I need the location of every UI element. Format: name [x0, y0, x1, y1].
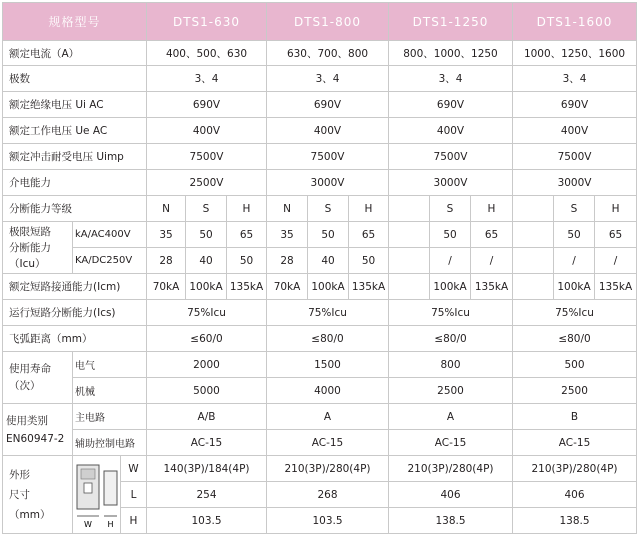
cell: 5000	[147, 378, 267, 404]
cell: H	[227, 196, 267, 222]
icu-label-line3: （Icu）	[9, 257, 46, 270]
table-row	[3, 222, 637, 248]
cell: 50	[554, 222, 595, 248]
category-label-line1: 使用类别	[6, 414, 48, 427]
cell: ≤80/0	[389, 326, 513, 352]
cell: 800、1000、1250	[389, 41, 513, 66]
dimensions-label-line1: 外形	[9, 468, 30, 481]
figure-w-label: W	[84, 519, 92, 529]
cell: 7500V	[389, 144, 513, 170]
table-row	[3, 404, 637, 430]
cell: 690V	[147, 92, 267, 118]
model-header: DTS1-1600	[513, 3, 637, 41]
table-row	[3, 430, 637, 456]
cell: 103.5	[267, 508, 389, 534]
cell	[389, 274, 430, 300]
life-label-line2: （次）	[9, 379, 41, 392]
cell	[513, 196, 554, 222]
row-label: 额定绝缘电压 Ui AC	[3, 92, 147, 118]
breaker-handle-shape	[84, 483, 92, 493]
cell: 630、700、800	[267, 41, 389, 66]
cell: N	[147, 196, 186, 222]
cell: H	[595, 196, 637, 222]
cell: 3、4	[267, 66, 389, 92]
cell: 70kA	[147, 274, 186, 300]
cell: 400V	[513, 118, 637, 144]
cell: 35	[267, 222, 308, 248]
cell: /	[554, 248, 595, 274]
cell: 135kA	[227, 274, 267, 300]
row-label: 运行短路分断能力(Ics)	[3, 300, 147, 326]
cell: 254	[147, 482, 267, 508]
cell: 400V	[389, 118, 513, 144]
row-label: 额定工作电压 Ue AC	[3, 118, 147, 144]
cell: 40	[186, 248, 227, 274]
table-header-row	[3, 3, 637, 41]
dimension-key: W	[121, 456, 147, 482]
cell: 70kA	[267, 274, 308, 300]
table-row	[3, 456, 637, 482]
dimensions-group-label	[3, 456, 73, 534]
cell: 75%Icu	[147, 300, 267, 326]
cell: 2500	[389, 378, 513, 404]
cell: 40	[308, 248, 349, 274]
cell: 690V	[267, 92, 389, 118]
cell: S	[308, 196, 349, 222]
cell: 138.5	[389, 508, 513, 534]
row-label: 额定冲击耐受电压 Uimp	[3, 144, 147, 170]
sub-label: 机械	[73, 378, 147, 404]
cell: AC-15	[147, 430, 267, 456]
cell: 400V	[147, 118, 267, 144]
table-row	[3, 92, 637, 118]
sub-label: 辅助控制电路	[73, 430, 147, 456]
cell: /	[471, 248, 513, 274]
cell: 65	[595, 222, 637, 248]
cell: 140(3P)/184(4P)	[147, 456, 267, 482]
cell: 406	[389, 482, 513, 508]
cell: 50	[349, 248, 389, 274]
cell: ≤80/0	[513, 326, 637, 352]
sub-label: 电气	[73, 352, 147, 378]
table-row	[3, 326, 637, 352]
cell: 7500V	[267, 144, 389, 170]
cell: 690V	[389, 92, 513, 118]
sub-label: KA/DC250V	[73, 248, 147, 274]
dimensions-label-line2: 尺寸	[9, 488, 30, 501]
cell	[389, 196, 430, 222]
cell: 2000	[147, 352, 267, 378]
cell: 50	[430, 222, 471, 248]
cell: A	[267, 404, 389, 430]
cell: B	[513, 404, 637, 430]
cell: AC-15	[389, 430, 513, 456]
cell: ≤80/0	[267, 326, 389, 352]
cell: 138.5	[513, 508, 637, 534]
cell: 65	[349, 222, 389, 248]
cell: 28	[147, 248, 186, 274]
figure-h-label: H	[107, 519, 114, 529]
cell	[513, 222, 554, 248]
cell: 2500	[513, 378, 637, 404]
cell: 210(3P)/280(4P)	[389, 456, 513, 482]
cell: /	[430, 248, 471, 274]
cell: 3000V	[389, 170, 513, 196]
dimensions-label-line3: （mm）	[9, 508, 51, 521]
cell: 135kA	[595, 274, 637, 300]
cell	[513, 248, 554, 274]
cell: 75%Icu	[267, 300, 389, 326]
cell: 210(3P)/280(4P)	[513, 456, 637, 482]
life-label-line1: 使用寿命	[9, 362, 51, 375]
dimension-key: H	[121, 508, 147, 534]
model-header: DTS1-1250	[389, 3, 513, 41]
cell: H	[471, 196, 513, 222]
cell: 210(3P)/280(4P)	[267, 456, 389, 482]
category-label-line2: EN60947-2	[6, 432, 65, 445]
cell: 3000V	[267, 170, 389, 196]
dimension-figure-cell	[73, 456, 121, 534]
cell: N	[267, 196, 308, 222]
cell: 100kA	[554, 274, 595, 300]
cell: 400V	[267, 118, 389, 144]
cell: AC-15	[513, 430, 637, 456]
table-row	[3, 66, 637, 92]
cell: 100kA	[430, 274, 471, 300]
cell: 100kA	[186, 274, 227, 300]
table-row	[3, 300, 637, 326]
row-label: 介电能力	[3, 170, 147, 196]
cell: /	[595, 248, 637, 274]
cell: 103.5	[147, 508, 267, 534]
cell	[389, 222, 430, 248]
model-header: DTS1-800	[267, 3, 389, 41]
sub-label: kA/AC400V	[73, 222, 147, 248]
cell: 7500V	[513, 144, 637, 170]
cell: 65	[471, 222, 513, 248]
cell: 3、4	[147, 66, 267, 92]
cell: 65	[227, 222, 267, 248]
cell: 28	[267, 248, 308, 274]
breaker-window-shape	[81, 469, 95, 479]
icu-label-line2: 分断能力	[9, 241, 51, 254]
row-label: 额定短路接通能力(Icm)	[3, 274, 147, 300]
cell: A	[389, 404, 513, 430]
dimension-key: L	[121, 482, 147, 508]
cell: 7500V	[147, 144, 267, 170]
cell: S	[186, 196, 227, 222]
table-row	[3, 144, 637, 170]
table-row	[3, 352, 637, 378]
table-row	[3, 378, 637, 404]
cell: S	[554, 196, 595, 222]
breaker-outline-figure	[73, 461, 121, 531]
row-label: 额定电流（A）	[3, 41, 147, 66]
row-label: 分断能力等级	[3, 196, 147, 222]
cell: 135kA	[471, 274, 513, 300]
cell	[389, 248, 430, 274]
cell: 2500V	[147, 170, 267, 196]
cell: H	[349, 196, 389, 222]
cell: AC-15	[267, 430, 389, 456]
table-row	[3, 41, 637, 66]
cell: 800	[389, 352, 513, 378]
cell: 4000	[267, 378, 389, 404]
cell: 500	[513, 352, 637, 378]
header-label: 规格型号	[3, 3, 147, 41]
cell: 1500	[267, 352, 389, 378]
cell: 1000、1250、1600	[513, 41, 637, 66]
life-group-label	[3, 352, 73, 404]
model-header: DTS1-630	[147, 3, 267, 41]
spec-table	[2, 2, 637, 534]
cell: 690V	[513, 92, 637, 118]
row-label: 极数	[3, 66, 147, 92]
table-row	[3, 248, 637, 274]
breaker-side-shape	[104, 471, 117, 505]
cell: 400、500、630	[147, 41, 267, 66]
sub-label: 主电路	[73, 404, 147, 430]
cell: 3000V	[513, 170, 637, 196]
cell: 50	[308, 222, 349, 248]
icu-label-line1: 极限短路	[9, 225, 51, 238]
cell: 135kA	[349, 274, 389, 300]
cell: 100kA	[308, 274, 349, 300]
category-group-label	[3, 404, 73, 456]
cell: 50	[186, 222, 227, 248]
icu-group-label	[3, 222, 73, 274]
table-row	[3, 196, 637, 222]
cell: ≤60/0	[147, 326, 267, 352]
cell: 268	[267, 482, 389, 508]
cell: A/B	[147, 404, 267, 430]
row-label: 飞弧距离（mm）	[3, 326, 147, 352]
cell: 35	[147, 222, 186, 248]
cell: 3、4	[513, 66, 637, 92]
cell: 75%Icu	[389, 300, 513, 326]
cell: 50	[227, 248, 267, 274]
cell: 3、4	[389, 66, 513, 92]
table-row	[3, 118, 637, 144]
cell: 406	[513, 482, 637, 508]
table-row	[3, 274, 637, 300]
cell: S	[430, 196, 471, 222]
cell: 75%Icu	[513, 300, 637, 326]
cell	[513, 274, 554, 300]
table-row	[3, 170, 637, 196]
